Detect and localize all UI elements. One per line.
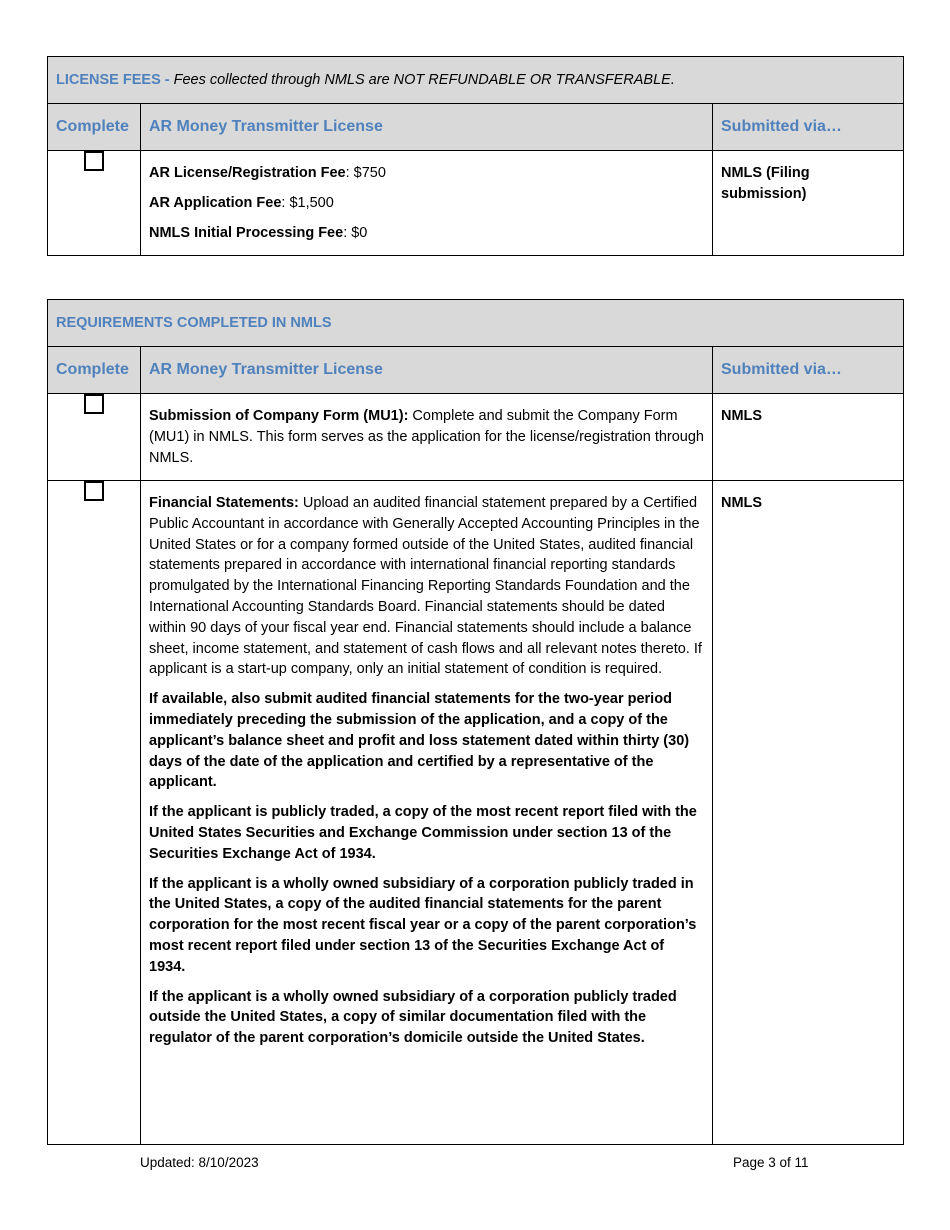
paragraph: If the applicant is a wholly owned subsidiary of a corporation publicly traded outside the United States, a copy of similar documentation filed with the regulator of the parent corporation’s domicile outside the United States. <box>149 988 677 1047</box>
header-complete: Complete <box>48 104 141 151</box>
header-license: AR Money Transmitter License <box>141 347 713 394</box>
license-fees-title-note: Fees collected through NMLS are NOT REFUNDABLE OR TRANSFERABLE. <box>173 71 675 88</box>
footer-updated: Updated: 8/10/2023 <box>140 1155 259 1170</box>
requirements-title: REQUIREMENTS COMPLETED IN NMLS <box>48 300 904 347</box>
requirements-header-row <box>48 347 904 394</box>
license-fees-title-label: LICENSE FEES - <box>56 71 174 88</box>
fees-submitted-via: NMLS (Filing submission) <box>713 151 904 256</box>
complete-cell <box>48 481 141 1145</box>
header-license: AR Money Transmitter License <box>141 104 713 151</box>
requirements-table <box>47 299 904 1145</box>
fee-item: AR License/Registration Fee: $750 <box>149 165 386 181</box>
financial-statements-submitted-via: NMLS <box>713 481 904 1145</box>
fee-item: NMLS Initial Processing Fee: $0 <box>149 224 368 241</box>
license-fees-title <box>48 57 904 104</box>
license-fees-table <box>47 56 904 256</box>
table-row <box>48 151 904 256</box>
paragraph: If the applicant is a wholly owned subsidiary of a corporation publicly traded in the United States, a copy of the audited financial statements for the parent corporation for the most recent fiscal year or a copy of the parent corporation’s most recent report filed under section 13 of the Securities Exchange Act of 1934. <box>149 875 697 975</box>
paragraph: If available, also submit audited financial statements for the two-year period immediately preceding the submission of the application, and a copy of the applicant’s balance sheet and profit and loss statement dated within thirty (30) days of the date of the application and certified by a representative of the applicant. <box>149 691 690 791</box>
fees-list <box>141 151 713 256</box>
header-submitted: Submitted via… <box>713 104 904 151</box>
table-row <box>48 481 904 1145</box>
mu1-checkbox[interactable] <box>84 394 104 414</box>
header-complete: Complete <box>48 347 141 394</box>
license-fees-header-row <box>48 104 904 151</box>
paragraph: If the applicant is publicly traded, a copy of the most recent report filed with the United States Securities and Exchange Commission under section 13 of the Securities Exchange Act of 1934. <box>149 804 697 862</box>
table-row <box>48 394 904 481</box>
license-fees-title-row <box>48 57 904 104</box>
paragraph: Financial Statements: Upload an audited financial statement prepared by a Certified Public Accountant in accordance with Generally Accepted Accounting Principles in the United States or for a company formed outside of the United States, audited financial statements prepared in accordance with international financial reporting standards promulgated by the International Financing Reporting Standards Foundation and the International Accounting Standards Board. Financial statements should be dated within 90 days of your fiscal year end. Financial statements should include a balance sheet, income statement, and statement of cash flows and all relevant notes thereto. If applicant is a start-up company, only an initial statement of condition is required. <box>149 495 702 678</box>
mu1-description: Submission of Company Form (MU1): Complete and submit the Company Form (MU1) in NMLS. This form serves as the application for the license/registration through NMLS. <box>141 394 713 481</box>
complete-cell <box>48 151 141 256</box>
complete-cell <box>48 394 141 481</box>
fees-checkbox[interactable] <box>84 151 104 171</box>
financial-statements-description <box>141 481 713 1145</box>
header-submitted: Submitted via… <box>713 347 904 394</box>
mu1-submitted-via: NMLS <box>713 394 904 481</box>
financial-statements-checkbox[interactable] <box>84 481 104 501</box>
footer-page-number: Page 3 of 11 <box>733 1155 809 1170</box>
fee-item: AR Application Fee: $1,500 <box>149 194 334 211</box>
requirements-title-row <box>48 300 904 347</box>
